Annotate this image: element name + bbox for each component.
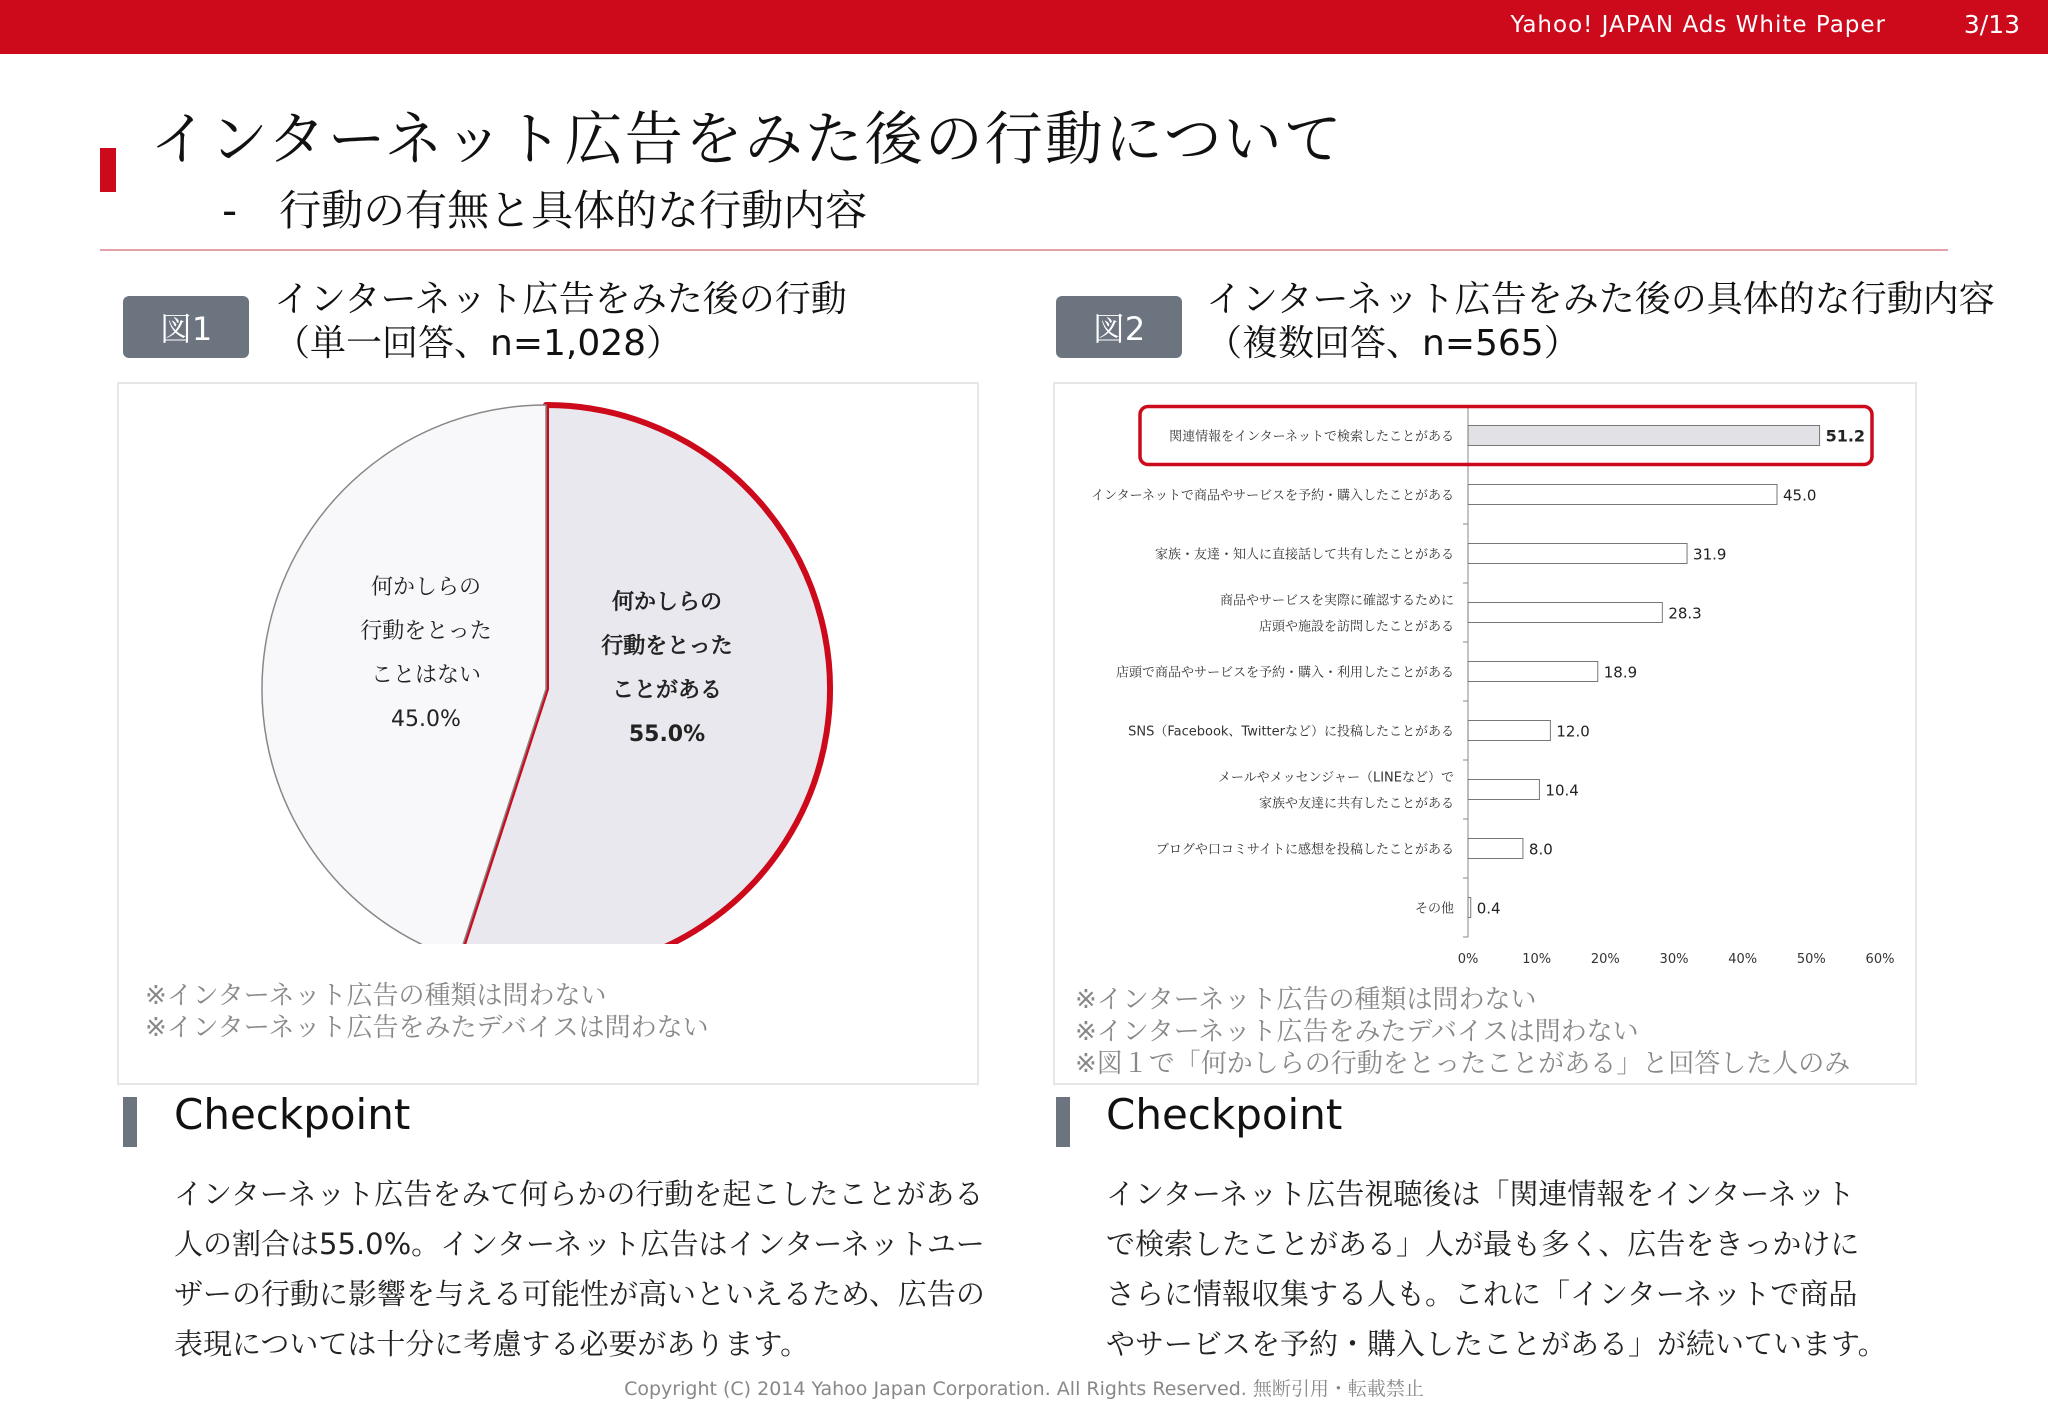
checkpoint2-text [1106,1169,1887,1369]
bar-category-label: SNS（Facebook、Twitterなど）に投稿したことがある [1128,724,1454,740]
bar-category-label: 店頭や施設を訪問したことがある [1258,619,1454,635]
checkpoint2-line: で検索したことがある」人が最も多く、広告をきっかけに [1106,1227,1860,1261]
pie-value-label: 55.0% [628,722,706,747]
figure1-note-1: ※インターネット広告の種類は問わない [145,981,607,1011]
bar-chart [1055,384,1915,964]
x-tick-label: 60% [1865,952,1895,964]
title-accent-mark [100,148,116,192]
pie-category-label: 行動をとった [601,634,733,659]
figure2-note-3: ※図１で「何かしらの行動をとったことがある」と回答した人のみ [1075,1049,1851,1079]
figure2-badge: 図2 [1056,296,1182,358]
checkpoint2-line: インターネット広告視聴後は「関連情報をインターネット [1106,1177,1855,1211]
figure1-panel [117,382,979,1085]
bar-category-label: 店頭で商品やサービスを予約・購入・利用したことがある [1115,665,1454,681]
bar [1468,485,1777,505]
bar [1468,603,1662,623]
x-tick-label: 50% [1796,952,1826,964]
bar-value-label: 12.0 [1556,722,1590,741]
bar [1468,898,1471,918]
x-tick-label: 30% [1659,952,1689,964]
bar-value-label: 45.0 [1783,486,1817,505]
checkpoint1-line: ザーの行動に影響を与える可能性が高いといえるため、広告の [174,1277,985,1311]
bar-category-label: メールやメッセンジャー（LINEなど）で [1217,770,1454,786]
pie-category-label: ことがある [611,678,723,703]
x-tick-label: 20% [1590,952,1620,964]
figure1-badge: 図1 [123,296,249,358]
bar [1468,721,1550,741]
title-divider [100,249,1948,251]
bar [1468,426,1820,446]
pie-category-label: ことはない [370,663,482,688]
checkpoint1-line: 人の割合は55.0%。インターネット広告はインターネットユー [174,1227,985,1261]
bar [1468,544,1687,564]
figure2-note-1: ※インターネット広告の種類は問わない [1075,985,1537,1015]
figure1-title [274,278,847,366]
bar-value-label: 0.4 [1476,899,1501,918]
bar-value-label: 51.2 [1825,426,1866,446]
page-subtitle: - 行動の有無と具体的な行動内容 [222,186,868,235]
figure1-title-line2: （単一回答、n=1,028） [274,323,683,364]
bar [1468,839,1523,859]
bar-value-label: 10.4 [1545,781,1579,800]
bar-category-label: 家族や友達に共有したことがある [1258,796,1454,812]
checkpoint2-heading: Checkpoint [1106,1090,1343,1139]
checkpoint1-heading: Checkpoint [174,1090,411,1139]
brand-label: Yahoo! JAPAN Ads White Paper [1510,12,1886,38]
figure2-note-2: ※インターネット広告をみたデバイスは問わない [1075,1017,1639,1047]
x-tick-label: 0% [1457,952,1479,964]
bar-value-label: 18.9 [1603,663,1638,682]
bar-category-label: インターネットで商品やサービスを予約・購入したことがある [1091,488,1454,504]
pie-chart [119,384,977,944]
checkpoint2-mark [1056,1097,1070,1147]
x-tick-label: 10% [1522,952,1552,964]
bar-category-label: 商品やサービスを実際に確認するために [1219,593,1454,609]
checkpoint1-text [174,1169,985,1369]
copyright-footer: Copyright (C) 2014 Yahoo Japan Corporation. All Rights Reserved. 無断引用・転載禁止 [624,1378,1424,1400]
figure2-title-line2: （複数回答、n=565） [1206,323,1580,364]
bar-category-label: 家族・友達・知人に直接話して共有したことがある [1154,547,1454,563]
pie-value-label: 45.0% [391,707,461,732]
checkpoint2-line: やサービスを予約・購入したことがある」が続いています。 [1106,1327,1887,1361]
figure2-title-line1: インターネット広告をみた後の具体的な行動内容 [1206,279,1995,320]
x-tick-label: 40% [1728,952,1758,964]
bar-category-label: 関連情報をインターネットで検索したことがある [1169,429,1454,445]
bar-value-label: 28.3 [1668,604,1702,623]
figure2-panel [1053,382,1917,1085]
checkpoint1-mark [123,1097,137,1147]
checkpoint2-line: さらに情報収集する人も。これに「インターネットで商品 [1106,1277,1858,1311]
pie-category-label: 何かしらの [370,575,482,600]
page-number: 3/13 [1963,10,2020,39]
bar-value-label: 8.0 [1528,840,1553,859]
figure1-note-2: ※インターネット広告をみたデバイスは問わない [145,1013,709,1043]
figure1-title-line1: インターネット広告をみた後の行動 [274,279,847,320]
bar-category-label: その他 [1414,901,1454,917]
bar-category-label: ブログや口コミサイトに感想を投稿したことがある [1155,842,1454,858]
checkpoint1-line: インターネット広告をみて何らかの行動を起こしたことがある [174,1177,984,1211]
checkpoint1-line: 表現については十分に考慮する必要があります。 [174,1327,810,1361]
bar-value-label: 31.9 [1693,545,1727,564]
pie-category-label: 何かしらの [611,590,723,615]
top-bar [0,0,2048,54]
page-title: インターネット広告をみた後の行動について [150,105,1344,173]
bar [1468,780,1539,800]
pie-category-label: 行動をとった [360,619,492,644]
figure2-title [1206,278,1995,366]
bar [1468,662,1598,682]
